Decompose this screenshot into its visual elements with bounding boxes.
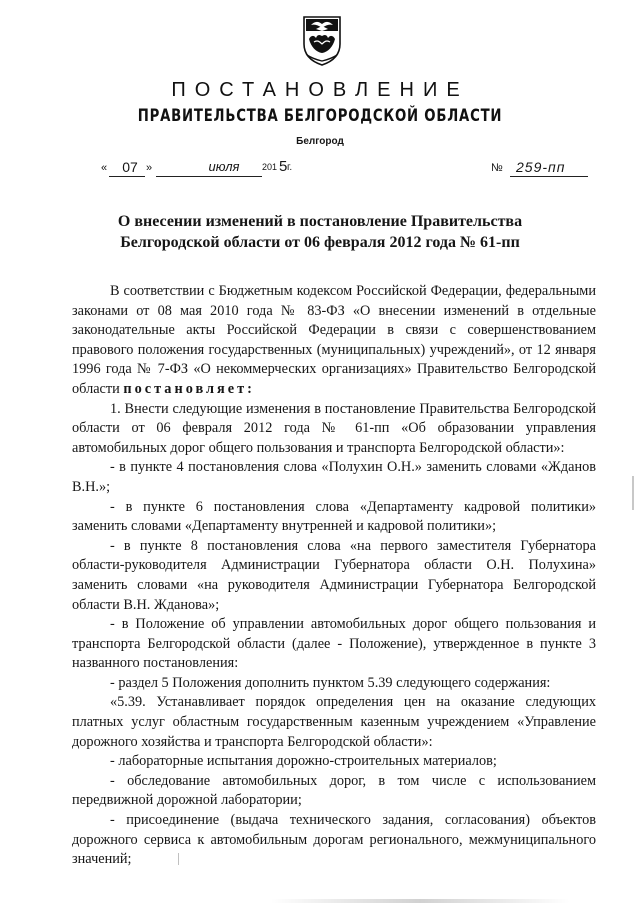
date-day-underline [109, 176, 145, 177]
subject-line-2: Белгородской области от 06 февраля 2012 года № 61-пп [120, 234, 520, 251]
preamble-text: В соответствии с Бюджетным кодексом Российской Федерации, федеральными законами от 08 мая 2010 года № 83-ФЗ «О внесении изменений в отдельные законодательные акты Российской Федерации в связи с совершенствованием правового положения государственных (муниципальных) учреждений», от 12 января 1996 года № 7-ФЗ «О некоммерческих организациях» Правительство Белгородской области [72, 283, 596, 397]
document-body [72, 282, 596, 870]
date-quote-close: » [146, 162, 153, 174]
document-type-title: ПОСТАНОВЛЕНИЕ [171, 79, 469, 101]
regulation-paragraph: - в Положение об управлении автомобильных дорог общего пользования и транспорта Белгородской области (далее - Положение), утвержденное в пункте 3 названного постановления: [72, 616, 596, 672]
service-lab-paragraph: - лабораторные испытания дорожно-строительных материалов; [110, 753, 497, 770]
city-name: Белгород [296, 136, 344, 147]
date-quote-open: « [101, 162, 108, 174]
document-subject [60, 211, 580, 253]
change-item-4-paragraph: - в пункте 4 постановления слова «Полухин О.Н.» заменить словами «Жданов В.Н.»; [72, 459, 596, 495]
section-5-paragraph: - раздел 5 Положения дополнить пунктом 5.39 следующего содержания: [110, 674, 551, 691]
preamble-keyword: постановляет: [123, 380, 255, 397]
preamble-paragraph [72, 282, 596, 400]
service-connection-paragraph: - присоединение (выдача технического задания, согласования) объектов дорожного сервиса к автомобильным дорогам регионального, межмуниципального значений; [72, 812, 596, 868]
date-and-number-row [0, 156, 640, 180]
date-day: 07 [122, 159, 138, 175]
scan-bottom-shadow [270, 899, 570, 903]
change-item-8-paragraph: - в пункте 8 постановления слова «на первого заместителя Губернатора области-руководителя Администрации Губернатора области О.Н. Полухина» заменить словами «на руководителя Администрации Губернатора Белгородской области В.Н. Жданова»; [72, 537, 596, 613]
issuing-authority-title: ПРАВИТЕЛЬСТВА БЕЛГОРОДСКОЙ ОБЛАСТИ [137, 106, 503, 126]
document-number-sign: № [491, 162, 503, 174]
subject-line-1: О внесении изменений в постановление Правительства [117, 213, 523, 230]
document-number-underline [510, 176, 588, 177]
scan-artifact-mark [632, 476, 634, 510]
date-month: июля [208, 159, 240, 174]
change-item-6-paragraph: - в пункте 6 постановления слова «Департаменту кадровой политики» заменить словами «Департаменту внутренней и кадровой политики»; [72, 498, 596, 535]
date-year-digit: 5 [279, 158, 288, 175]
item-1-paragraph: 1. Внести следующие изменения в постановление Правительства Белгородской области от 06 февраля 2012 года № 61-пп «Об образовании управления автомобильных дорог общего пользования и транспорта Белгородской области»: [72, 400, 596, 456]
document-number: 259-пп [516, 159, 566, 175]
scan-artifact-mark [178, 853, 179, 865]
service-survey-paragraph: - обследование автомобильных дорог, в том числе с использованием передвижной дорожной лаборатории; [72, 772, 596, 809]
date-month-underline [156, 176, 262, 177]
clause-5-39-paragraph: «5.39. Устанавливает порядок определения цен на оказание следующих платных услуг областным государственным казенным учреждением «Управление дорожного хозяйства и транспорта Белгородской области»: [72, 694, 596, 750]
coat-of-arms-icon [301, 14, 343, 66]
date-year-suffix: г. [287, 162, 293, 173]
date-year-prefix: 201 [262, 162, 278, 172]
